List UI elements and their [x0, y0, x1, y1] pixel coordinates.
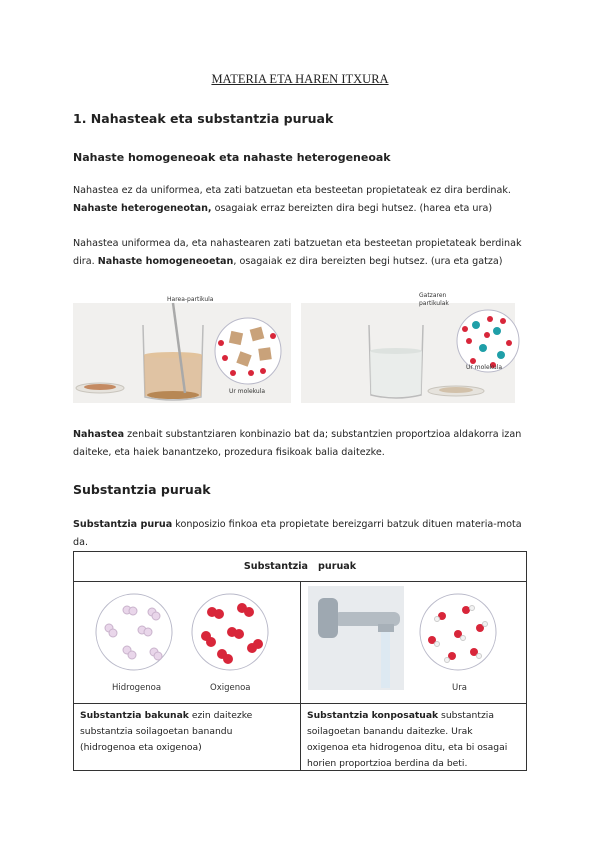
- pure-substances-table: [73, 551, 527, 771]
- label-hydrogen: Hidrogenoa: [112, 683, 162, 693]
- paragraph-mixture-definition: Nahastea zenbait substantziaren konbinazio bat da; substantzien proportzioa aldakorra izan daiteke, eta haiek banantzeko, prozedura fisikoak balia daitezke.: [73, 429, 522, 458]
- table-header: Substantzia puruak: [74, 552, 526, 582]
- term-compound-substances: Substantzia konposatuak: [307, 710, 439, 721]
- paragraph-heterogeneous: Nahastea ez da uniformea, eta zati batzuetan eta besteetan propietateak ez dira berdinak. Nahaste heterogeneotan, osagaiak erraz bereizten dira begi hutsez. (harea eta ura): [73, 185, 511, 214]
- figure-sand-water: [73, 296, 291, 403]
- paragraph-homogeneous: Nahastea uniformea da, eta nahastearen zati batzuetan eta besteetan propietateak berdinak dira. Nahaste homogeneoetan, osagaiak ez dira bereizten begi hutsez. (ura eta gatza): [73, 238, 522, 267]
- cell-compound-substances: Substantzia konposatuak substantzia soilagoetan banandu daitezke. Urak oxigenoa eta hidrogenoa ditu, eta bi osagai horien proportzioa berdina da beti.: [307, 710, 508, 769]
- table-row-divider: [74, 703, 526, 704]
- label-oxygen: Oxigenoa: [210, 683, 251, 693]
- label-salt-particles-2: partikulak: [419, 300, 449, 307]
- cell-simple-substances: Substantzia bakunak ezin daitezke substantzia soilagoetan banandu (hidrogenoa eta oxigenoa): [80, 710, 253, 753]
- page-title: MATERIA ETA HAREN ITXURA: [211, 72, 389, 86]
- section-heading-mixtures: 1. Nahasteak eta substantzia puruak: [73, 111, 334, 126]
- hydrogen-oxygen-illustration: [82, 586, 292, 698]
- label-water-molecule-left: Ur molekula: [229, 388, 266, 395]
- figure-salt-water: [301, 292, 515, 403]
- term-mixture: Nahastea: [73, 429, 125, 440]
- table-column-divider: [300, 581, 301, 770]
- water-tap-illustration: [308, 586, 518, 698]
- label-sand-particle: Harea-partikula: [167, 296, 214, 303]
- section-heading-pure-substances: Substantzia puruak: [73, 482, 211, 497]
- term-pure-substance: Substantzia purua: [73, 519, 173, 530]
- label-water: Ura: [452, 683, 467, 693]
- paragraph-pure-substance: Substantzia purua konposizio finkoa eta propietate bereizgarri batzuk dituen materia-mota da.: [73, 519, 522, 548]
- subheading-homogeneous-heterogeneous: Nahaste homogeneoak eta nahaste heterogeneoak: [73, 151, 391, 164]
- salt-water-illustration: [301, 292, 515, 403]
- label-water-molecule-right: Ur molekula: [466, 364, 503, 371]
- term-simple-substances: Substantzia bakunak: [80, 710, 189, 721]
- label-salt-particles-1: Gatzaren: [419, 292, 447, 299]
- term-heterogeneous: Nahaste heterogeneotan,: [73, 203, 212, 214]
- term-homogeneous: Nahaste homogeneoetan: [97, 256, 234, 267]
- sand-water-illustration: [73, 296, 291, 403]
